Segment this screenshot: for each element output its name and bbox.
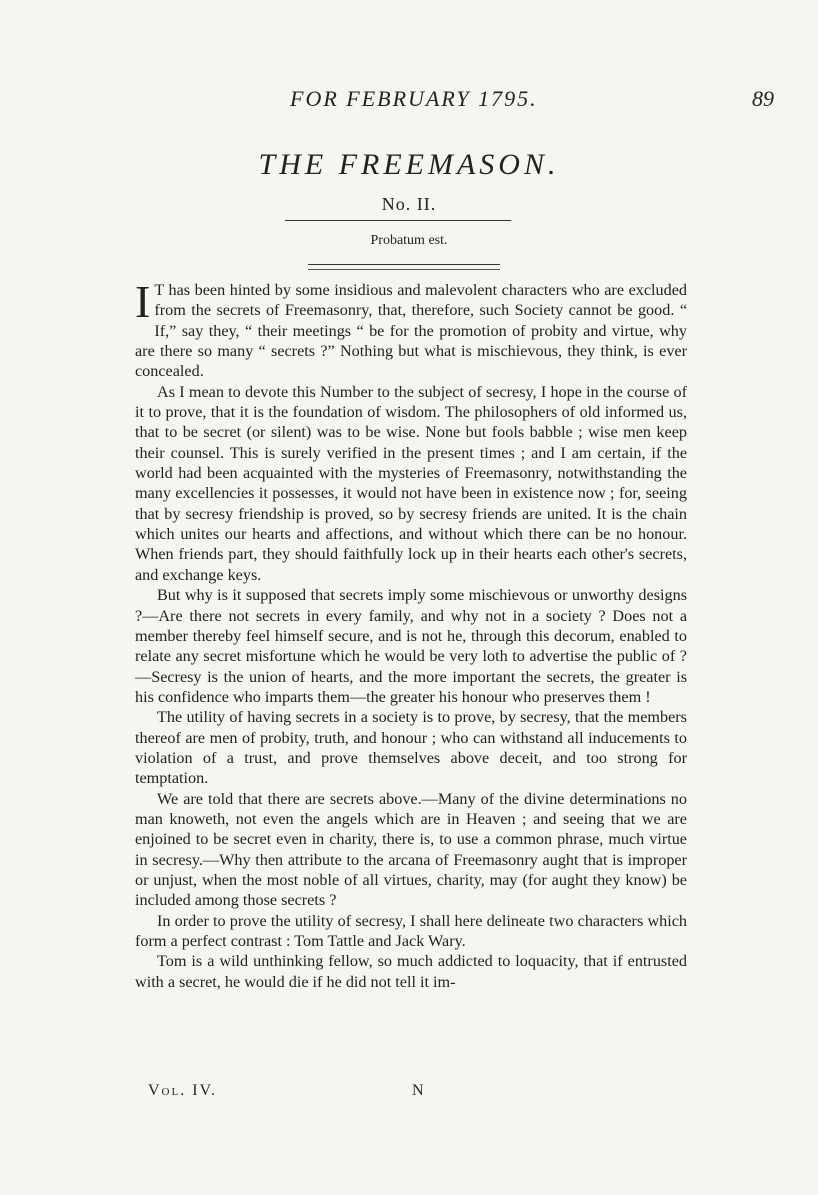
paragraph: But why is it supposed that secrets imply some mischievous or unworthy designs ?—Are there not secrets in every family, and why not in a society ? Does not a member thereby feel himself secure, and is not he, through this decorum, enabled to relate any secret misfortune which he would be very loth to advertise the public of ?—Secresy is the union of hearts, and the more important the secrets, the greater is his confidence who imparts them—the greater his honour who preserves them !	[135, 586, 687, 706]
volume-label: Vol. IV.	[148, 1082, 218, 1099]
drop-cap: I	[135, 276, 151, 327]
paragraph: As I mean to devote this Number to the subject of secresy, I hope in the course of it to prove, that it is the foundation of wisdom. The philosophers of old informed us, that to be secret (or silent) was to be wise. None but fools babble ; wise men keep their counsel. This is surely verified in the present times ; and I am certain, if the world had been acquainted with the mysteries of Freemasonry, notwithstanding the many excellencies it possesses, it would not have been in existence now ; for, seeing that by secresy friendship is proved, so by secresy friends are united. It is the chain which unites our hearts and affections, and without which there can be no honour. When friends part, they should faithfully lock up in their hearts each other's secrets, and exchange keys.	[135, 382, 687, 584]
paragraph: In order to prove the utility of secresy, I shall here delineate two characters which form a perfect contrast : Tom Tattle and Jack Wary.	[135, 911, 687, 950]
article-motto: Probatum est.	[370, 233, 448, 248]
article-body	[135, 276, 687, 992]
paragraph-text: T has been hinted by some insidious and malevolent characters who are excluded from the secrets of Freemasonry, that, therefore, such Society cannot be good. “ If,” say they, “ their meetings “ be for the promotion of probity and virtue, why are there so many “ secrets ?” Nothing but what is mischievous, they think, is ever concealed.	[135, 281, 687, 381]
running-head: FOR FEBRUARY 1795.	[290, 86, 538, 111]
paragraph	[135, 276, 687, 382]
page-footer	[0, 1082, 818, 1106]
paragraph: Tom is a wild unthinking fellow, so much addicted to loquacity, that if entrusted with a secret, he would die if he did not tell it im-	[135, 952, 687, 991]
article-title: THE FREEMASON.	[258, 148, 560, 181]
page-number: 89	[752, 86, 774, 111]
signature-mark: N	[412, 1082, 424, 1099]
article-number: No. II.	[381, 194, 437, 214]
paragraph: The utility of having secrets in a society is to prove, by secresy, that the members thereof are men of probity, truth, and honour ; who can withstand all inducements to violation of a trust, and prove themselves above deceit, and too strong for temptation.	[135, 708, 687, 788]
paragraph: We are told that there are secrets above.—Many of the divine determinations no man knoweth, not even the angels which are in Heaven ; and seeing that we are enjoined to be secret even in charity, there is, to use a common phrase, much virtue in secresy.—Why then attribute to the arcana of Freemasonry aught that is improper or unjust, when the most noble of all virtues, charity, may (for aught they know) be included among those secrets ?	[135, 789, 687, 910]
motto-rule	[308, 264, 500, 270]
title-rule	[285, 220, 511, 221]
page-header	[0, 86, 818, 114]
